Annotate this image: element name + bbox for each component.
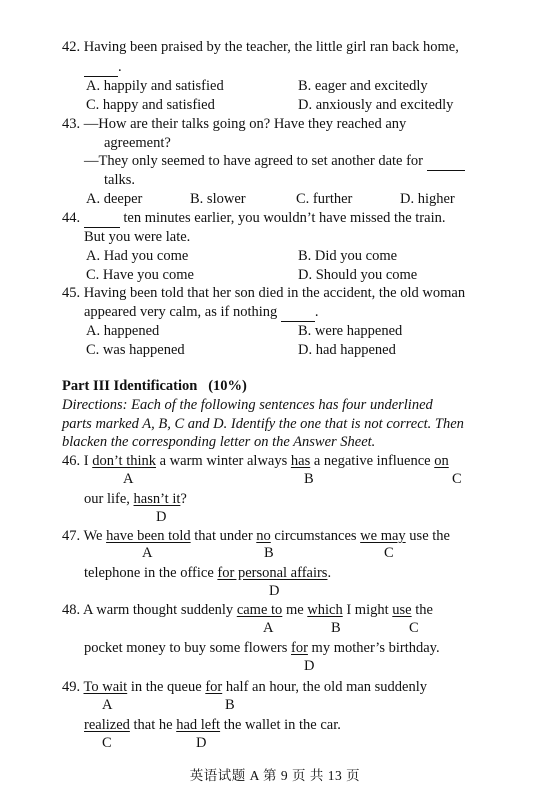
q42-option-d: D. anxiously and excitedly [298, 97, 454, 113]
q44-option-b: B. Did you come [298, 248, 398, 264]
q43-option-a: A. deeper [86, 191, 143, 207]
q49-mark-b: B [225, 697, 235, 713]
q47-text: telephone in the office [84, 565, 218, 581]
q48-mark-d: D [304, 658, 315, 674]
q47-underlined-a: have been told [106, 528, 191, 544]
q47-text: . [327, 565, 332, 581]
q48-mark-a: A [263, 620, 274, 636]
q48-text: me [282, 602, 308, 618]
q48-line-1 [62, 601, 433, 619]
section-score: (10%) [208, 378, 247, 394]
q48-text: pocket money to buy some flowers [84, 640, 291, 656]
q44-line-1 [62, 209, 445, 228]
q42-tail: . [118, 59, 122, 75]
q47-mark-a: A [142, 545, 153, 561]
q46-underlined-d: hasn’t it [133, 491, 181, 507]
q42-blank-line [84, 58, 122, 77]
q46-underlined-c: on [434, 453, 449, 469]
q46-line-2 [84, 490, 187, 508]
q45-line-2 [84, 303, 319, 322]
q47-underlined-c: we may [360, 528, 406, 544]
q43-line-4: talks. [104, 172, 136, 188]
q48-text: my mother’s birthday. [307, 640, 440, 656]
q49-text: the wallet in the car. [220, 717, 341, 733]
q47-mark-d: D [269, 583, 280, 599]
q49-underlined-a: To wait [83, 679, 128, 695]
q48-text: 48. A warm thought suddenly [62, 602, 237, 618]
q46-line-1 [62, 452, 449, 470]
q49-text: half an hour, the old man suddenly [222, 679, 428, 695]
q49-underlined-b: for [205, 679, 223, 695]
q49-underlined-d: had left [176, 717, 221, 733]
q48-line-2 [84, 639, 440, 657]
q49-line-1 [62, 678, 427, 696]
q45-line-1: 45. Having been told that her son died in the accident, the old woman [62, 285, 466, 301]
section-title-text: Part III Identification [62, 378, 198, 394]
q42-option-b: B. eager and excitedly [298, 78, 428, 94]
q46-text: ? [180, 491, 187, 507]
q43-line-3 [84, 152, 465, 171]
q46-underlined-a: don’t think [92, 453, 156, 469]
q44-number: 44. [62, 210, 81, 226]
q43-line-3-text: —They only seemed to have agreed to set another date for [84, 153, 424, 169]
q48-underlined-b: which [307, 602, 343, 618]
q44-option-d: D. Should you come [298, 267, 418, 283]
q46-text: our life, [84, 491, 134, 507]
q47-line-1 [62, 527, 450, 545]
q49-line-2 [84, 716, 341, 734]
q48-mark-c: C [409, 620, 419, 636]
directions-line-1: Directions: Each of the following sentences has four underlined [62, 397, 433, 413]
q45-line-2-text: appeared very calm, as if nothing [84, 304, 278, 320]
q45-option-b: B. were happened [298, 323, 403, 339]
q47-text: 47. We [62, 528, 107, 544]
q47-text: use the [405, 528, 450, 544]
q48-mark-b: B [331, 620, 341, 636]
q46-mark-b: B [304, 471, 314, 487]
q42-stem: 42. Having been praised by the teacher, the little girl ran back home, [62, 39, 459, 55]
q43-option-c: C. further [296, 191, 353, 207]
q49-mark-d: D [196, 735, 207, 751]
answer-blank [281, 303, 315, 322]
q47-text: that under [190, 528, 257, 544]
q43-option-d: D. higher [400, 191, 455, 207]
q49-text: 49. [62, 679, 84, 695]
q49-mark-a: A [102, 697, 113, 713]
q45-option-c: C. was happened [86, 342, 185, 358]
q43-option-b: B. slower [190, 191, 246, 207]
q45-line-2-tail: . [314, 304, 319, 320]
q49-text: in the queue [127, 679, 206, 695]
q47-line-2 [84, 564, 331, 582]
q45-option-a: A. happened [86, 323, 160, 339]
q43-line-1: 43. —How are their talks going on? Have they reached any [62, 116, 407, 132]
q47-underlined-d: for personal affairs [217, 565, 328, 581]
directions-line-3: blacken the corresponding letter on the Answer Sheet. [62, 434, 376, 450]
q46-mark-a: A [123, 471, 134, 487]
q49-text: that he [129, 717, 177, 733]
q46-underlined-b: has [290, 453, 311, 469]
directions-line-2: parts marked A, B, C and D. Identify the one that is not correct. Then [62, 416, 464, 432]
q48-underlined-c: use [392, 602, 412, 618]
q49-underlined-c: realized [84, 717, 130, 733]
section-title [62, 377, 247, 395]
q48-underlined-a: came to [236, 602, 283, 618]
q47-mark-b: B [264, 545, 274, 561]
q46-text: a warm winter always [156, 453, 291, 469]
answer-blank [84, 58, 118, 77]
q48-text: the [411, 602, 433, 618]
q48-text: I might [342, 602, 393, 618]
q45-option-d: D. had happened [298, 342, 396, 358]
q43-line-2: agreement? [104, 135, 171, 151]
q47-underlined-b: no [256, 528, 271, 544]
q46-mark-c: C [452, 471, 462, 487]
q46-text: 46. I [62, 453, 93, 469]
q49-mark-c: C [102, 735, 112, 751]
q44-option-a: A. Had you come [86, 248, 189, 264]
page-footer: 英语试题 A 第 9 页 共 13 页 [189, 768, 361, 783]
answer-blank [427, 152, 465, 171]
q48-underlined-d: for [291, 640, 308, 656]
q42-option-a: A. happily and satisfied [86, 78, 224, 94]
q46-mark-d: D [156, 509, 167, 525]
q42-option-c: C. happy and satisfied [86, 97, 215, 113]
q44-line-2: But you were late. [84, 229, 191, 245]
q47-text: circumstances [270, 528, 361, 544]
q44-line-1-text: ten minutes earlier, you wouldn’t have missed the train. [123, 210, 446, 226]
q46-text: a negative influence [310, 453, 435, 469]
q47-mark-c: C [384, 545, 394, 561]
q44-option-c: C. Have you come [86, 267, 194, 283]
answer-blank [84, 209, 120, 228]
